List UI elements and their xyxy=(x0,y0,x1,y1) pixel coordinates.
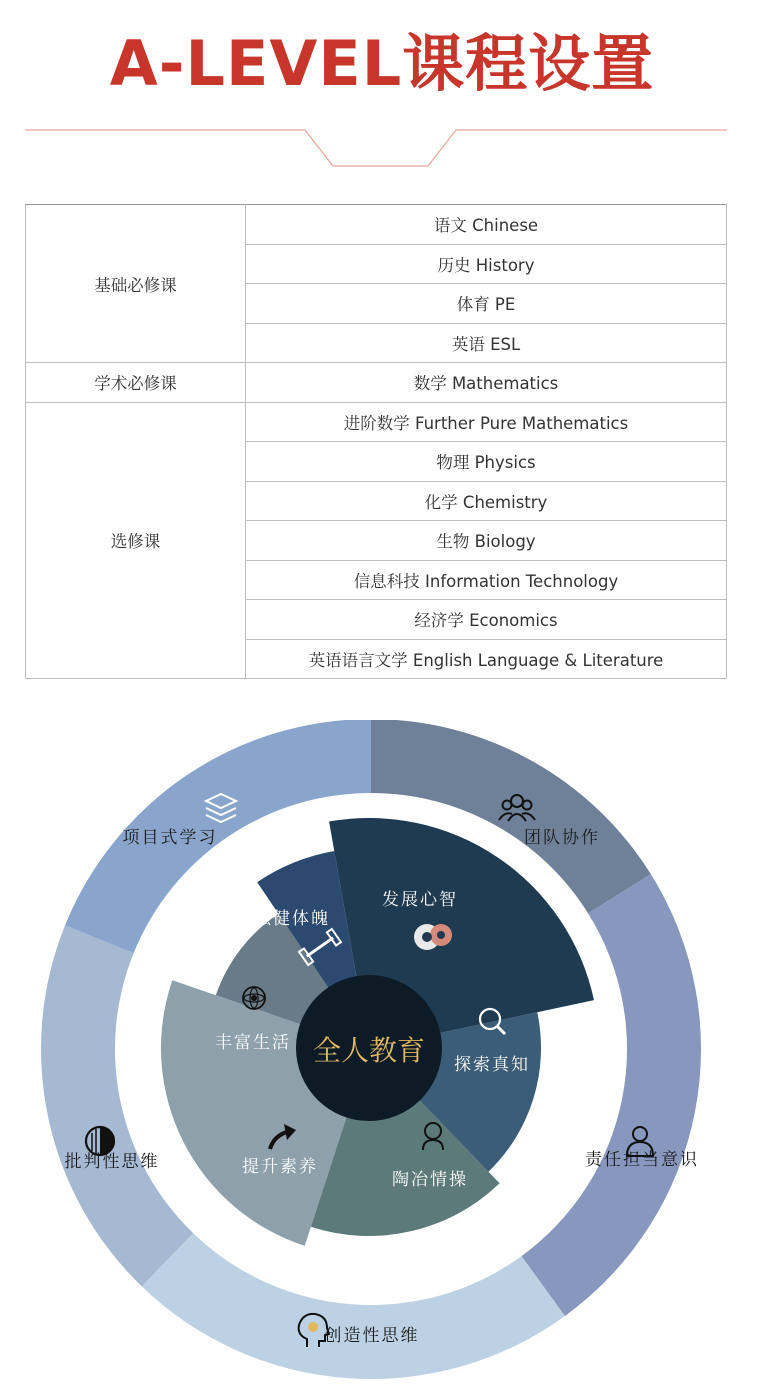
course-cell: 英语语言文学 English Language & Literature xyxy=(246,639,727,679)
page-title: A-LEVEL课程设置 xyxy=(109,27,655,100)
outer-label-critical-thinking: 批判性思维 xyxy=(64,1152,160,1172)
center-label: 全人教育 xyxy=(312,1034,426,1067)
category-cell: 学术必修课 xyxy=(26,363,246,403)
course-cell: 进阶数学 Further Pure Mathematics xyxy=(246,402,727,442)
course-cell: 信息科技 Information Technology xyxy=(246,560,727,600)
course-cell: 物理 Physics xyxy=(246,442,727,482)
course-table xyxy=(25,204,727,679)
course-cell: 体育 PE xyxy=(246,284,727,324)
inner-label-develop-mind: 发展心智 xyxy=(382,890,458,910)
course-cell: 历史 History xyxy=(246,244,727,284)
course-cell: 生物 Biology xyxy=(246,521,727,561)
course-cell: 语文 Chinese xyxy=(246,205,727,245)
inner-label-enrich-life: 丰富生活 xyxy=(215,1033,291,1053)
outer-label-teamwork: 团队协作 xyxy=(524,828,600,848)
course-cell: 化学 Chemistry xyxy=(246,481,727,521)
category-cell: 选修课 xyxy=(26,402,246,679)
inner-label-improve-literacy: 提升素养 xyxy=(242,1157,318,1177)
inner-label-cultivate: 陶冶情操 xyxy=(392,1170,468,1190)
category-cell: 基础必修课 xyxy=(26,205,246,363)
table-row xyxy=(26,363,727,403)
outer-label-creative-thinking: 创造性思维 xyxy=(324,1326,420,1346)
course-cell: 经济学 Economics xyxy=(246,600,727,640)
table-row xyxy=(26,402,727,442)
outer-label-responsibility: 责任担当意识 xyxy=(585,1150,699,1170)
table-row xyxy=(26,205,727,245)
inner-label-explore-truth: 探索真知 xyxy=(454,1055,530,1075)
course-cell: 数学 Mathematics xyxy=(246,363,727,403)
course-cell: 英语 ESL xyxy=(246,323,727,363)
inner-label-strong-body: 强健体魄 xyxy=(254,909,330,929)
whole-person-education-wheel xyxy=(0,720,764,1394)
outer-label-project-learning: 项目式学习 xyxy=(122,828,218,848)
title-divider xyxy=(0,120,764,170)
